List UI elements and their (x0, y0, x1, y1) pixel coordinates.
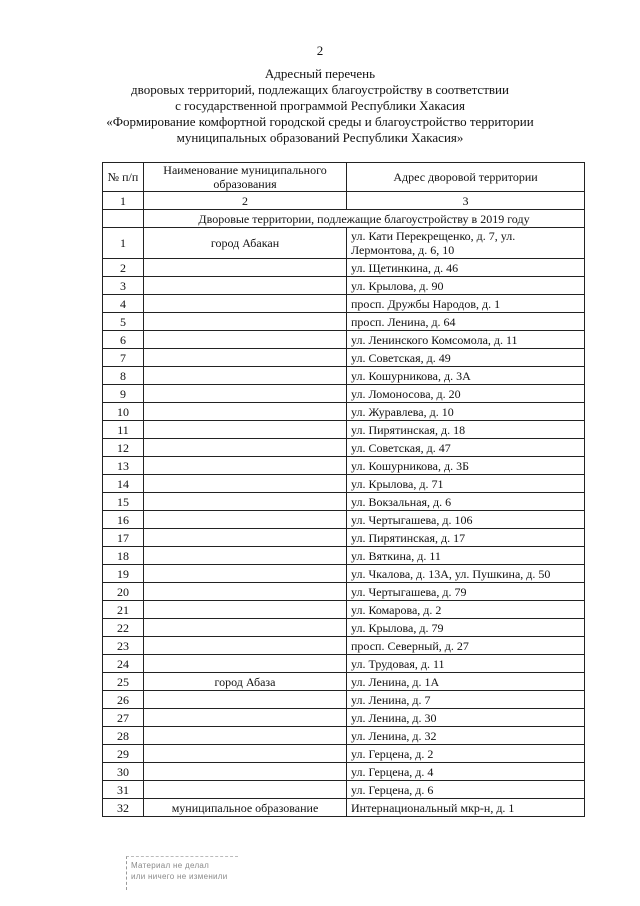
row-number: 16 (103, 511, 144, 529)
row-number: 6 (103, 331, 144, 349)
address-cell: Интернациональный мкр-н, д. 1 (347, 799, 585, 817)
row-number: 28 (103, 727, 144, 745)
address-cell: ул. Крылова, д. 90 (347, 277, 585, 295)
row-number: 21 (103, 601, 144, 619)
row-number: 1 (103, 228, 144, 259)
municipality-cell (144, 493, 347, 511)
municipality-cell (144, 655, 347, 673)
row-number: 11 (103, 421, 144, 439)
stamp-line: или ничего не изменили (131, 872, 228, 881)
table-row (103, 457, 585, 475)
address-cell: ул. Ленина, д. 1А (347, 673, 585, 691)
address-cell: просп. Ленина, д. 64 (347, 313, 585, 331)
address-cell: ул. Чертыгашева, д. 106 (347, 511, 585, 529)
address-cell: ул. Чертыгашева, д. 79 (347, 583, 585, 601)
table-row (103, 385, 585, 403)
municipality-cell (144, 349, 347, 367)
row-number: 27 (103, 709, 144, 727)
row-number: 9 (103, 385, 144, 403)
table-row (103, 799, 585, 817)
page-number: 2 (316, 43, 324, 58)
title-line: дворовых территорий, подлежащих благоустройству в соответствии (131, 82, 509, 97)
municipality-cell (144, 781, 347, 799)
municipality-cell (144, 439, 347, 457)
municipality-cell (144, 457, 347, 475)
municipality-cell (144, 277, 347, 295)
stamp-line: Материал не делал (131, 861, 210, 870)
title-line: муниципальных образований Республики Хакасия» (176, 130, 464, 145)
municipality-cell (144, 385, 347, 403)
row-number: 10 (103, 403, 144, 421)
row-number: 26 (103, 691, 144, 709)
row-number: 4 (103, 295, 144, 313)
municipality-cell: город Абакан (144, 228, 347, 259)
section-title: Дворовые территории, подлежащие благоустройству в 2019 году (144, 210, 585, 228)
address-cell: ул. Щетинкина, д. 46 (347, 259, 585, 277)
row-number: 22 (103, 619, 144, 637)
address-cell: просп. Северный, д. 27 (347, 637, 585, 655)
municipality-cell (144, 565, 347, 583)
row-number: 20 (103, 583, 144, 601)
municipality-cell (144, 529, 347, 547)
address-cell: ул. Ленинского Комсомола, д. 11 (347, 331, 585, 349)
municipality-cell (144, 601, 347, 619)
address-cell: ул. Советская, д. 49 (347, 349, 585, 367)
table-row (103, 475, 585, 493)
table-row (103, 727, 585, 745)
address-cell: ул. Кошурникова, д. 3Б (347, 457, 585, 475)
row-number: 17 (103, 529, 144, 547)
municipality-cell (144, 259, 347, 277)
row-number: 31 (103, 781, 144, 799)
municipality-cell (144, 637, 347, 655)
row-number: 29 (103, 745, 144, 763)
row-number: 5 (103, 313, 144, 331)
header-number: № п/п (103, 163, 144, 192)
address-cell: просп. Дружбы Народов, д. 1 (347, 295, 585, 313)
municipality-cell (144, 727, 347, 745)
address-cell: ул. Чкалова, д. 13А, ул. Пушкина, д. 50 (347, 565, 585, 583)
table-row (103, 619, 585, 637)
municipality-cell (144, 763, 347, 781)
table-row (103, 228, 585, 259)
municipality-cell (144, 475, 347, 493)
municipality-cell (144, 403, 347, 421)
municipality-cell: город Абаза (144, 673, 347, 691)
address-cell: ул. Кошурникова, д. 3А (347, 367, 585, 385)
municipality-cell (144, 331, 347, 349)
table-row (103, 493, 585, 511)
row-number: 12 (103, 439, 144, 457)
table-row (103, 691, 585, 709)
row-number: 30 (103, 763, 144, 781)
municipality-cell (144, 583, 347, 601)
address-cell: ул. Пирятинская, д. 18 (347, 421, 585, 439)
row-number: 19 (103, 565, 144, 583)
section-row (103, 210, 585, 228)
municipality-cell (144, 709, 347, 727)
table-row (103, 349, 585, 367)
address-cell: ул. Герцена, д. 4 (347, 763, 585, 781)
table-row (103, 763, 585, 781)
header-address: Адрес дворовой территории (347, 163, 585, 192)
column-number: 2 (144, 192, 347, 210)
address-cell: ул. Вокзальная, д. 6 (347, 493, 585, 511)
municipality-cell (144, 313, 347, 331)
municipality-cell (144, 295, 347, 313)
address-cell: ул. Ленина, д. 30 (347, 709, 585, 727)
title-line: «Формирование комфортной городской среды и благоустройство территории (106, 114, 534, 129)
municipality-cell (144, 619, 347, 637)
table-row (103, 259, 585, 277)
municipality-cell (144, 691, 347, 709)
municipality-cell (144, 511, 347, 529)
address-cell: ул. Комарова, д. 2 (347, 601, 585, 619)
address-cell: ул. Ленина, д. 32 (347, 727, 585, 745)
row-number: 18 (103, 547, 144, 565)
address-cell: ул. Журавлева, д. 10 (347, 403, 585, 421)
row-number: 7 (103, 349, 144, 367)
column-number-row (103, 192, 585, 210)
table-row (103, 511, 585, 529)
row-number: 24 (103, 655, 144, 673)
municipality-cell: муниципальное образование (144, 799, 347, 817)
table-row (103, 745, 585, 763)
column-number: 3 (347, 192, 585, 210)
document-stamp (126, 856, 238, 890)
table-row (103, 781, 585, 799)
row-number: 23 (103, 637, 144, 655)
table-row (103, 655, 585, 673)
address-cell: ул. Трудовая, д. 11 (347, 655, 585, 673)
table-row (103, 295, 585, 313)
table-row (103, 637, 585, 655)
table-row (103, 421, 585, 439)
table-row (103, 583, 585, 601)
table-row (103, 601, 585, 619)
address-cell: ул. Пирятинская, д. 17 (347, 529, 585, 547)
table-row (103, 403, 585, 421)
table-body (103, 192, 585, 817)
row-number: 2 (103, 259, 144, 277)
table-row (103, 331, 585, 349)
address-cell: ул. Крылова, д. 71 (347, 475, 585, 493)
table-row (103, 439, 585, 457)
address-cell: ул. Герцена, д. 2 (347, 745, 585, 763)
row-number: 14 (103, 475, 144, 493)
address-cell: ул. Вяткина, д. 11 (347, 547, 585, 565)
row-number: 25 (103, 673, 144, 691)
address-table (102, 162, 585, 817)
section-number-cell (103, 210, 144, 228)
table-row (103, 709, 585, 727)
municipality-cell (144, 421, 347, 439)
table-row (103, 547, 585, 565)
table-row (103, 565, 585, 583)
address-cell: ул. Ломоносова, д. 20 (347, 385, 585, 403)
municipality-cell (144, 745, 347, 763)
table-row (103, 529, 585, 547)
address-cell: ул. Кати Перекрещенко, д. 7, ул. Лермонтова, д. 6, 10 (347, 228, 585, 259)
row-number: 32 (103, 799, 144, 817)
address-cell: ул. Крылова, д. 79 (347, 619, 585, 637)
table-row (103, 313, 585, 331)
table-header-row (103, 163, 585, 192)
title-line: Адресный перечень (264, 66, 376, 81)
row-number: 15 (103, 493, 144, 511)
address-cell: ул. Герцена, д. 6 (347, 781, 585, 799)
title-line: с государственной программой Республики Хакасия (175, 98, 465, 113)
address-cell: ул. Советская, д. 47 (347, 439, 585, 457)
table-row (103, 673, 585, 691)
row-number: 3 (103, 277, 144, 295)
column-number: 1 (103, 192, 144, 210)
row-number: 13 (103, 457, 144, 475)
header-municipality: Наименование муниципального образования (144, 163, 347, 192)
municipality-cell (144, 367, 347, 385)
municipality-cell (144, 547, 347, 565)
table-row (103, 367, 585, 385)
address-cell: ул. Ленина, д. 7 (347, 691, 585, 709)
document-title (0, 66, 640, 146)
row-number: 8 (103, 367, 144, 385)
table-row (103, 277, 585, 295)
